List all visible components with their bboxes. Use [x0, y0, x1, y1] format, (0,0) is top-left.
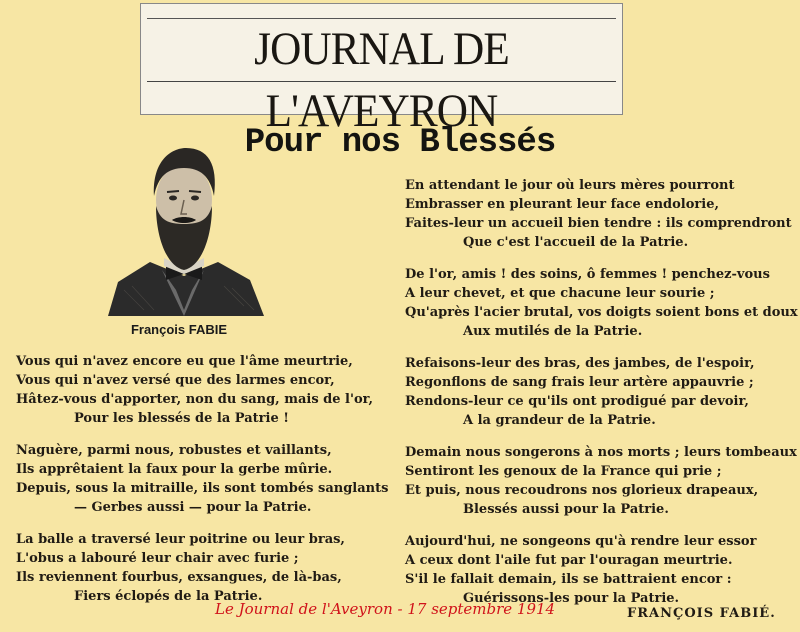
poem-refrain: Pour les blessés de la Patrie ! [74, 411, 289, 426]
poem-line: Depuis, sous la mitraille, ils sont tombés sanglants [16, 481, 389, 496]
poem-refrain: Fiers éclopés de la Patrie. [74, 589, 263, 604]
author-signature: FRANÇOIS FABIÉ. [627, 606, 776, 621]
poem-line: Qu'après l'acier brutal, vos doigts soient bons et doux [405, 305, 798, 320]
poem-line: Sentiront les genoux de la France qui prie ; [405, 464, 722, 479]
stanza [16, 352, 386, 428]
poem-refrain: Aux mutilés de la Patrie. [463, 324, 643, 339]
poem-line: Embrasser en pleurant leur face endolorie, [405, 197, 720, 212]
poem-line: A leur chevet, et que chacune leur sourie ; [405, 286, 715, 301]
poem-line: L'obus a labouré leur chair avec furie ; [16, 551, 299, 566]
poem-line: Refaisons-leur des bras, des jambes, de l'espoir, [405, 356, 755, 371]
poem-line: Regonflons de sang frais leur artère appauvrie ; [405, 375, 754, 390]
poem-line: La balle a traversé leur poitrine ou leur bras, [16, 532, 345, 547]
poem-line: Naguère, parmi nous, robustes et vaillants, [16, 443, 332, 458]
poem-line: Demain nous songerons à nos morts ; leurs tombeaux [405, 445, 797, 460]
poem-line: Hâtez-vous d'apporter, non du sang, mais de l'or, [16, 392, 374, 407]
source-citation: Le Journal de l'Aveyron - 17 septembre 1914 [215, 600, 556, 618]
portrait-engraving-icon [104, 140, 268, 316]
poem-line: Vous qui n'avez encore eu que l'âme meurtrie, [16, 354, 353, 369]
portrait-caption: François FABIE [130, 322, 228, 337]
poem-line: A ceux dont l'aile fut par l'ouragan meurtrie. [405, 553, 733, 568]
poem-line: S'il le fallait demain, ils se battraient encor : [405, 572, 732, 587]
poem-refrain: — Gerbes aussi — pour la Patrie. [74, 500, 312, 515]
stanza [405, 176, 790, 252]
poem-line: En attendant le jour où leurs mères pourront [405, 178, 735, 193]
newspaper-masthead [140, 3, 623, 137]
poem-column-left [16, 352, 389, 619]
poem-line: Rendons-leur ce qu'ils ont prodigué par devoir, [405, 394, 749, 409]
poem-refrain: A la grandeur de la Patrie. [463, 413, 656, 428]
poem-line: Aujourd'hui, ne songeons qu'à rendre leur essor [405, 534, 757, 549]
poem-line: Vous qui n'avez versé que des larmes encor, [16, 373, 335, 388]
poem-refrain: Que c'est l'accueil de la Patrie. [463, 235, 689, 250]
poem-refrain: Guérissons-les pour la Patrie. [463, 591, 680, 606]
stanza [16, 530, 386, 606]
stanza [405, 443, 797, 519]
poem-line: Faites-leur un accueil bien tendre : ils comprendront [405, 216, 792, 231]
poem-column-right [405, 176, 798, 621]
stanza [405, 265, 798, 341]
poem-headline: Pour nos Blessés [244, 124, 556, 162]
masthead-divider [147, 81, 616, 82]
stanza [405, 532, 790, 608]
stanza [405, 354, 790, 430]
poem-line: Ils apprêtaient la faux pour la gerbe mûrie. [16, 462, 333, 477]
poem-line: Et puis, nous recoudrons nos glorieux drapeaux, [405, 483, 759, 498]
author-portrait [104, 140, 268, 316]
poem-refrain: Blessés aussi pour la Patrie. [463, 502, 669, 517]
poem-line: De l'or, amis ! des soins, ô femmes ! penchez-vous [405, 267, 770, 282]
stanza [16, 441, 389, 517]
masthead-title: JOURNAL DE L'AVEYRON [254, 23, 509, 137]
poem-line: Ils reviennent fourbus, exsangues, de là-bas, [16, 570, 342, 585]
